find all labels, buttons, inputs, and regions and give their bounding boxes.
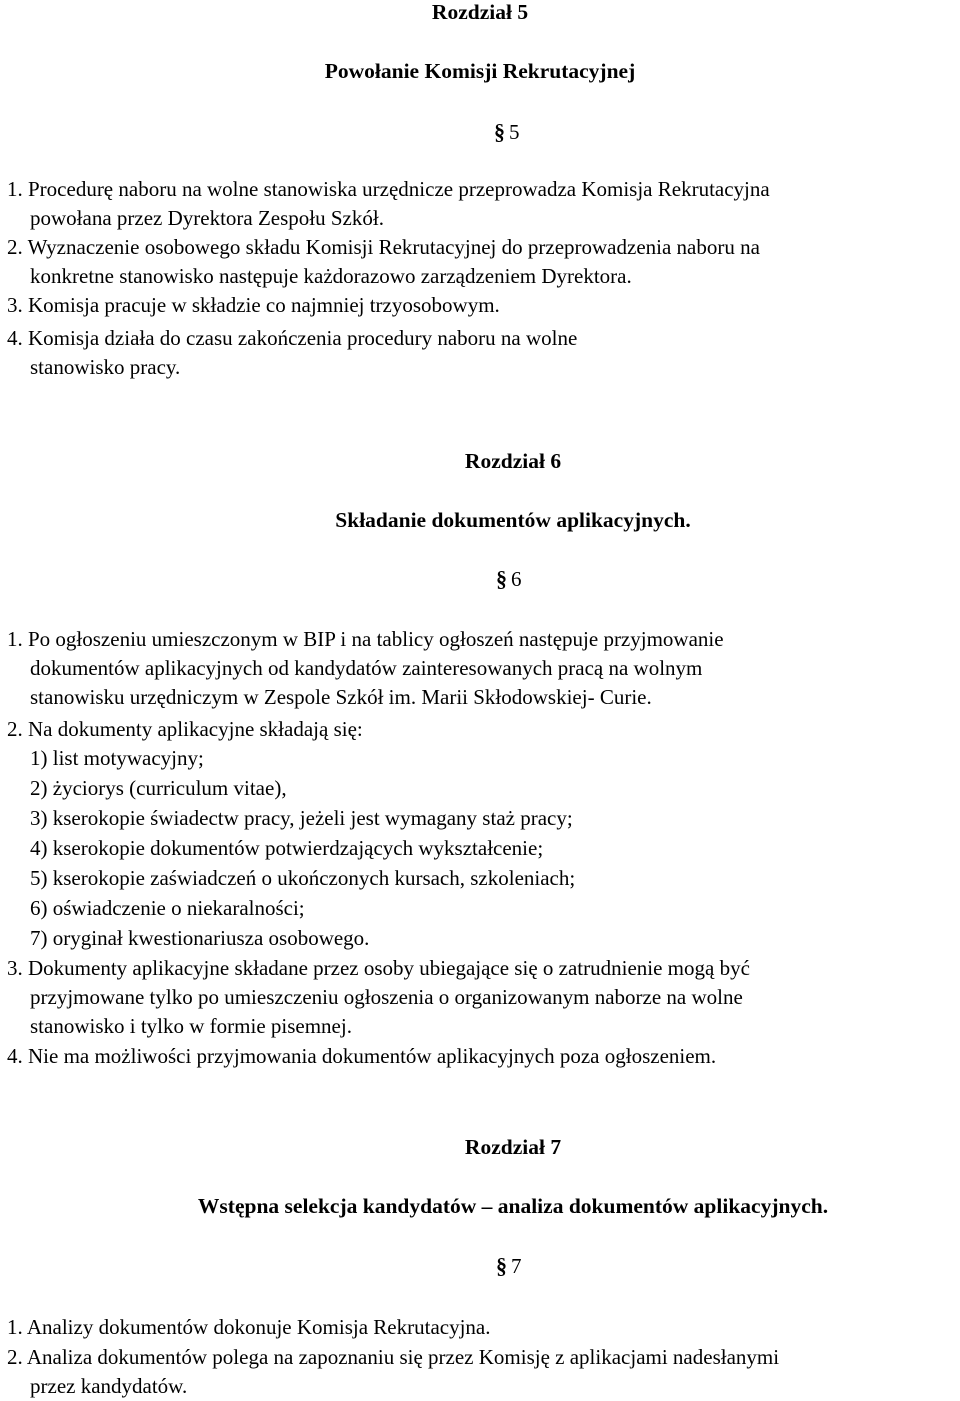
ch6-item-line-3: stanowisku urzędniczym w Zespole Szkół im. Marii Skłodowskiej- Curie. [30,685,652,709]
ch7-item-line-2: 2. Analiza dokumentów polega na zapoznaniu się przez Komisję z aplikacjami nadesłanymi [7,1345,780,1369]
chapter-6-title: Składanie dokumentów aplikacyjnych. [335,508,691,532]
chapter-6-section: § 6 [496,566,522,591]
ch6-subitem-2: 2) życiorys (curriculum vitae), [30,776,287,800]
ch5-item-line-6: 4. Komisja działa do czasu zakończenia procedury naboru na wolne [7,326,578,350]
ch6-item-line-5: 3. Dokumenty aplikacyjne składane przez osoby ubiegające się o zatrudnienie mogą być [7,956,750,980]
ch6-item-line-4: 2. Na dokumenty aplikacyjne składają się: [7,717,363,741]
ch5-item-line-1: 1. Procedurę naboru na wolne stanowiska urzędnicze przeprowadza Komisja Rekrutacyjna [7,177,770,201]
ch6-item-line-6: przyjmowane tylko po umieszczeniu ogłoszenia o organizowanym naborze na wolne [30,985,743,1009]
ch6-subitem-6: 6) oświadczenie o niekaralności; [30,896,305,920]
ch5-item-line-3: 2. Wyznaczenie osobowego składu Komisji Rekrutacyjnej do przeprowadzenia naboru na [7,235,760,259]
ch7-item-line-1: 1. Analizy dokumentów dokonuje Komisja Rekrutacyjna. [7,1315,491,1339]
chapter-6-heading: Rozdział 6 [464,449,562,473]
ch6-subitem-4: 4) kserokopie dokumentów potwierdzających wykształcenie; [30,836,544,860]
chapter-7-title: Wstępna selekcja kandydatów – analiza dokumentów aplikacyjnych. [197,1194,829,1218]
ch6-item-line-8: 4. Nie ma możliwości przyjmowania dokumentów aplikacyjnych poza ogłoszeniem. [7,1044,717,1068]
chapter-7-heading: Rozdział 7 [464,1135,562,1159]
ch5-item-line-5: 3. Komisja pracuje w składzie co najmniej trzyosobowym. [7,293,500,317]
ch6-item-line-7: stanowisko i tylko w formie pisemnej. [30,1014,352,1038]
ch6-subitem-5: 5) kserokopie zaświadczeń o ukończonych kursach, szkoleniach; [30,866,576,890]
chapter-7-section: § 7 [496,1253,522,1278]
ch6-subitem-7: 7) oryginał kwestionariusza osobowego. [30,926,370,950]
chapter-5-title: Powołanie Komisji Rekrutacyjnej [324,59,636,83]
ch6-subitem-1: 1) list motywacyjny; [30,746,204,770]
ch5-item-line-4: konkretne stanowisko następuje każdorazowo zarządzeniem Dyrektora. [30,264,632,288]
ch6-subitem-3: 3) kserokopie świadectw pracy, jeżeli jest wymagany staż pracy; [30,806,573,830]
ch7-item-line-3: przez kandydatów. [30,1374,188,1398]
chapter-5-heading: Rozdział 5 [431,0,529,24]
ch5-item-line-2: powołana przez Dyrektora Zespołu Szkół. [30,206,384,230]
ch6-item-line-2: dokumentów aplikacyjnych od kandydatów zainteresowanych pracą na wolnym [30,656,703,680]
ch6-item-line-1: 1. Po ogłoszeniu umieszczonym w BIP i na tablicy ogłoszeń następuje przyjmowanie [7,627,724,651]
chapter-5-section: § 5 [494,119,520,144]
ch5-item-line-7: stanowisko pracy. [30,355,181,379]
